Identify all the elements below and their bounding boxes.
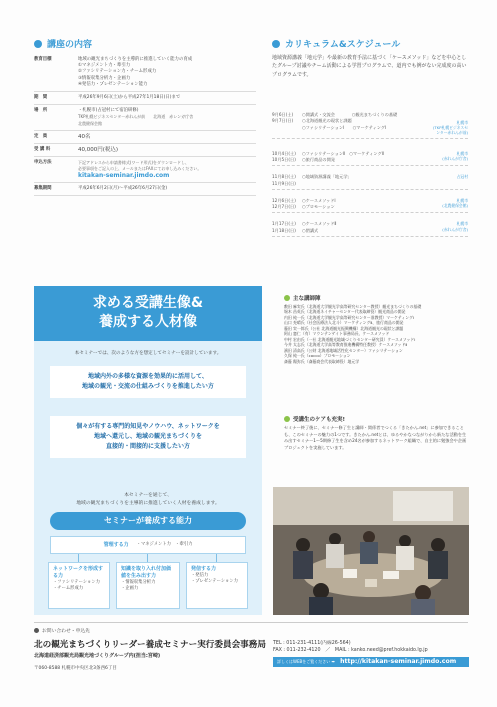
footer-divider [34,622,468,623]
row-goal: 教育目標 地域の観光まちづくりを主導的に推進していく能力の育成 ①マネジメント力・牽引力 ②ファシリテーション力・チーム形成力 ③情報収集分析力・企画力 ④発信力・プレゼンテーション能力 [34,54,256,92]
recruit-profile-box: 求める受講生像& 養成する人材像 本セミナーでは、次のような方を想定してセミナーを設計しています。 地域内外の多様な資源を効果的に活用して、 地域の観光・交流の仕組みづくりを推進したい方 個々が有する専門的知見やノウハウ、ネットワークを 地域へ還元し、地域の観光まちづくりを 直接的・間接的に支援したい方 本セミナーを通じて、 地域の観光まちづくりを主導的に推進していく人材を養成します。 セミナーが養成する能力 管理する力 ・マネジメント力 ・牽引力 ネットワークを形成する力 ・ファシリテーション力 ・チーム形成力 知識を取り入れ付加価値を生み出す力 ・情報収集分析力 ・企画力 発信する力 ・発信力 ・プレゼンテーション力 [34,286,262,615]
organizer-name: 北の観光まちづくりリーダー養成セミナー実行委員会事務局 [34,640,266,650]
organizer-dept: 北海道経済部観光局観光地づくりグループ内(担当:宮崎) [34,653,161,659]
schedule-group: 9月6日(土) 9月7日(日) ○開講式・交流会 ○観光まちづくりの基礎 ○北海道観光の現状と課題 ○ファシリテーションⅠ ○マーケティングⅠ 札幌市 (TKP札幌ビジネスセンター赤れんが前) [272,110,468,139]
row-venue: 場 所 ・札幌市(占冠村にて宿泊研修) TKP札幌ビジネスセンター赤れんが前 北海道 赤レンガ庁舎 北農健保会館 [34,105,256,131]
row-capacity: 定 員 40名 [34,131,256,144]
capability-leading: 管理する力 ・マネジメント力 ・牽引力 [50,536,246,554]
list-item: 堀木 昌英氏（北海道ネイチャーセンター代表取締役）観光商品の開発 [284,309,406,315]
connector-line [147,554,148,562]
bullet-dot-icon [284,295,290,301]
row-apply: 申込方法 下記アドレスから申請書様式(ワード形式)をダウンロードし、 必要事項をご記入の上、メールまたはFAXにてお申し込みください。 kitakan-seminar.jimdo.com [34,157,256,183]
schedule-table [272,110,468,237]
list-item: 久保 純一氏（cocco）プロモーション [284,353,351,359]
list-item: 阿山 憲仁（有）マウンテンゲイト事務局長、ケースメソッド [284,331,390,337]
target-card-1: 地域内外の多様な資源を効果的に活用して、 地域の観光・交流の仕組みづくりを推進したい方 [50,366,246,398]
list-item: 今井 太志氏（北海道大学高等教育推進機構特任教授）ケースメソッドⅡ [284,342,408,348]
connector-line [216,554,217,562]
row-recruit-period: 募集期間 平成26年6月2日(月)～平成26年6月27日(金) [34,183,256,196]
lecture-info-table [34,54,256,196]
list-item: 山口 充晴氏（社会医療法人北斗）マーケティングⅡ、旅行商品の開発 [284,320,404,326]
bullet-dot-icon [272,40,280,48]
curriculum-intro: 地域資源講義「地元学」や最新の教育手法に基づく「ケースメソッド」などを中心としたグループ討議やチーム活動による学習プログラムで、道内でも例がない完成度の高いプログラムです。 [272,55,467,78]
capability-send: 発信する力 ・発信力 ・プレゼンテーション力 [186,562,248,609]
list-item: 敷田 麻実氏（北海道大学観光学高等研究センター教授）観光まちづくりの基礎 [284,304,422,309]
capability-knowledge: 知識を取り入れ付加価値を生み出す力 ・情報収集分析力 ・企画力 [116,562,180,609]
list-item: 濱田 清高氏（公財 北海道地域活性化センター）ファシリテーション [284,347,403,353]
fax-mail-text[interactable]: FAX : 011-232-4120 ／ MAIL : kanko.need@pref.hokkaido.lg.jp [273,648,428,653]
row-fee: 受 講 料 40,000円(税込) [34,144,256,157]
apply-url-link[interactable]: kitakan-seminar.jimdo.com [78,171,170,179]
connector-line [78,554,79,562]
organizer-address: 〒060-8588 札幌市中央区北3条西6丁目 [34,666,117,671]
tel-text: TEL : 011-231-4111(内線26-564) [273,641,351,646]
website-bar: 詳しくはWEBをご覧ください ➡ http://kitakan-seminar.jimdo.com [273,657,469,667]
capability-heading: セミナーが養成する能力 [50,512,246,530]
website-link[interactable]: http://kitakan-seminar.jimdo.com [340,658,457,665]
schedule-group: 10月4日(土) 10月5日(日) ○ファシリテーションⅡ ○マーケティングⅡ ○旅行商品の開発 札幌市 (赤れんが庁舎) [272,149,468,167]
section-heading-lecture: 講座の内容 [34,37,92,50]
contact-info [273,640,428,654]
section-heading-curriculum: カリキュラム&スケジュール [272,37,400,50]
bullet-dot-icon [34,40,42,48]
contact-heading: お問い合わせ・申込先 [34,627,90,634]
schedule-group: 11月8日(土) 11月9日(日) ○地域資源講義「地元学」 占冠村 [272,172,468,190]
target-card-2: 個々が有する専門的知見やノウハウ、ネットワークを 地域へ還元し、地域の観光まちづくりを 直接的・間接的に支援したい方 [50,416,246,458]
recruit-summary: 本セミナーを通じて、 地域の観光まちづくりを主導的に推進していく人材を養成します。 [76,493,220,506]
seminar-photo [273,487,469,615]
bullet-dot-icon [34,628,39,633]
list-item: 藤田 実一郎氏（公社 北海道観光振興機構）北海道観光の現状と課題 [284,325,404,331]
schedule-group: 1月17日(土) 1月18日(日) ○ケースメソッドⅡ ○閉講式 札幌市 (赤れんが庁舎) [272,219,468,237]
capability-network: ネットワークを形成する力 ・ファシリテーション力 ・チーム形成力 [48,562,110,609]
schedule-group: 12月6日(土) 12月7日(日) ○ケースメソッドⅠ ○プロモーション 札幌市 (北農健保会館) [272,196,468,214]
instructors-heading: 主な講師陣 [284,294,321,302]
care-text: セミナー終了後に、セミナー修了生と講師・関係者でつくる「きたかん.net」に参加できることも、このセミナーの魅力の1つです。きたかん.netとは、ゆるやかなつながりから新たな活動を生み出すセミナー1～5期修了生を含め24名が参加するネットワーク組織で、自主的に勉強会や企画プロジェクトを実施しています。 [284,425,467,450]
recruit-profile-title: 求める受講生像& 養成する人材像 [34,286,262,341]
list-item: 中村 宏由氏（一社 北海道観光地域づくりセンター研究員）ケースメソッドⅠ [284,336,416,342]
list-item: 内田 純一氏（北海道大学観光学高等研究センター准教授）マーケティングⅠ [284,314,415,320]
instructor-list [284,304,470,364]
list-item: 斎藤 陽弥氏（斎藤商会代表取締役）地元学 [284,358,360,364]
care-heading: 受講生のケアも充実! [284,415,345,423]
bullet-dot-icon [284,416,290,422]
row-period: 期 間 平成26年9月6日(土)から平成27年1月18日(日)まで [34,92,256,105]
